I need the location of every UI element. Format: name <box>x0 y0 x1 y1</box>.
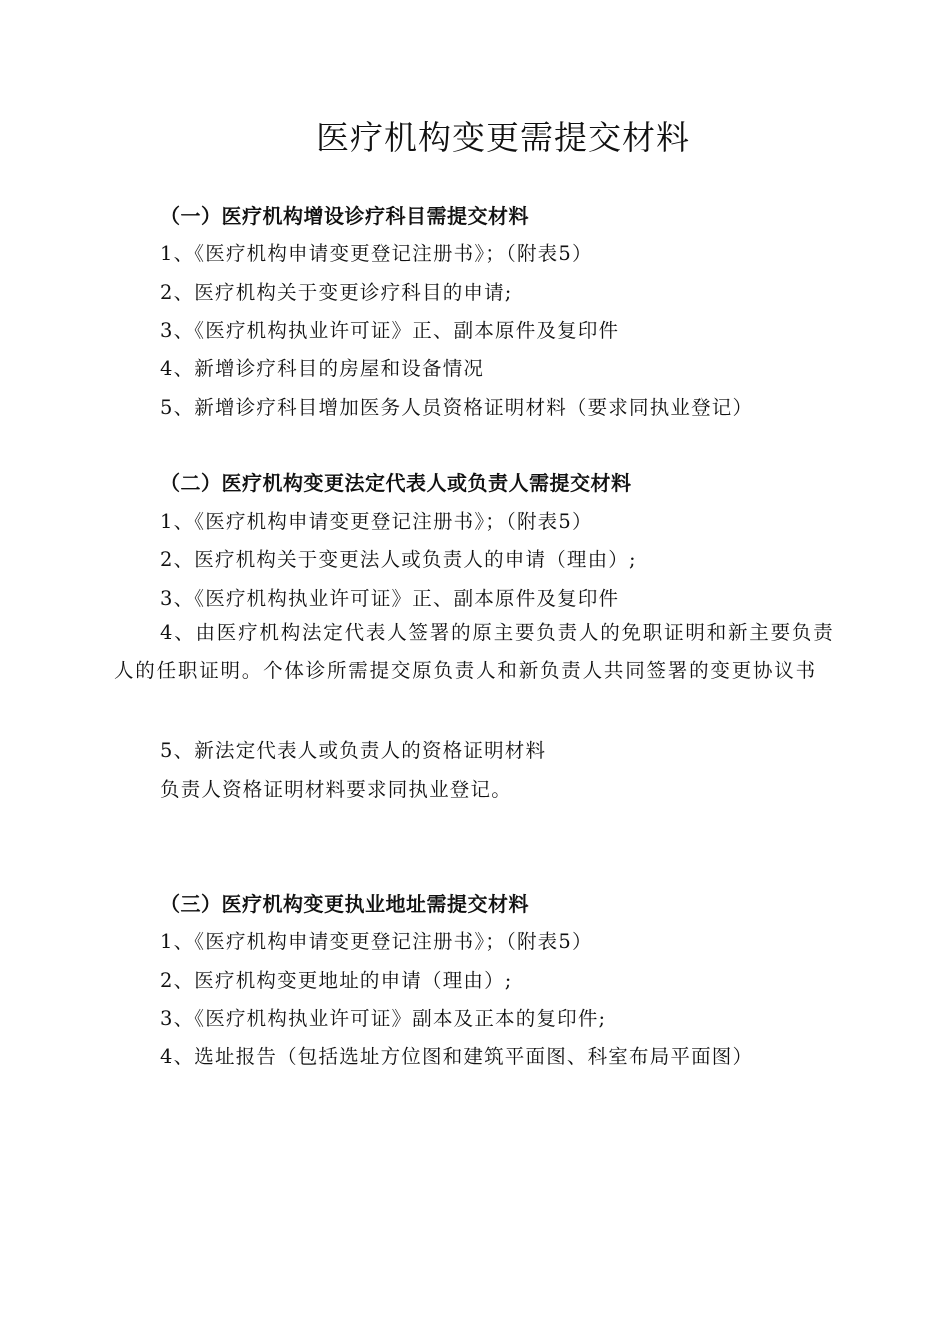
section-heading: （一）医疗机构增设诊疗科目需提交材料 <box>160 204 529 228</box>
list-item: 4、由医疗机构法定代表人签署的原主要负责人的免职证明和新主要负责人的任职证明。个体诊所需提交原负责人和新负责人共同签署的变更协议书 <box>114 621 835 682</box>
section-heading: （三）医疗机构变更执业地址需提交材料 <box>160 892 529 916</box>
section-heading: （二）医疗机构变更法定代表人或负责人需提交材料 <box>160 471 632 495</box>
list-item: 1、《医疗机构申请变更登记注册书》；（附表5） <box>160 930 593 953</box>
page-title: 医疗机构变更需提交材料 <box>316 118 690 157</box>
list-item: 4、选址报告（包括选址方位图和建筑平面图、科室布局平面图） <box>160 1045 754 1068</box>
list-item: 3、《医疗机构执业许可证》正、副本原件及复印件 <box>160 319 620 342</box>
list-item: 3、《医疗机构执业许可证》副本及正本的复印件; <box>160 1007 607 1030</box>
list-item: 2、医疗机构关于变更法人或负责人的申请（理由）; <box>160 548 637 571</box>
list-item: 2、医疗机构变更地址的申请（理由）; <box>160 969 513 992</box>
list-item: 4、新增诊疗科目的房屋和设备情况 <box>160 357 485 380</box>
list-item: 5、新增诊疗科目增加医务人员资格证明材料（要求同执业登记） <box>160 396 754 419</box>
list-item: 1、《医疗机构申请变更登记注册书》；（附表5） <box>160 510 593 533</box>
section-note: 负责人资格证明材料要求同执业登记。 <box>160 778 512 801</box>
list-item: 1、《医疗机构申请变更登记注册书》；（附表5） <box>160 242 593 265</box>
list-item: 5、新法定代表人或负责人的资格证明材料 <box>160 739 547 762</box>
list-item: 2、医疗机构关于变更诊疗科目的申请; <box>160 281 513 304</box>
list-item: 3、《医疗机构执业许可证》正、副本原件及复印件 <box>160 587 620 610</box>
